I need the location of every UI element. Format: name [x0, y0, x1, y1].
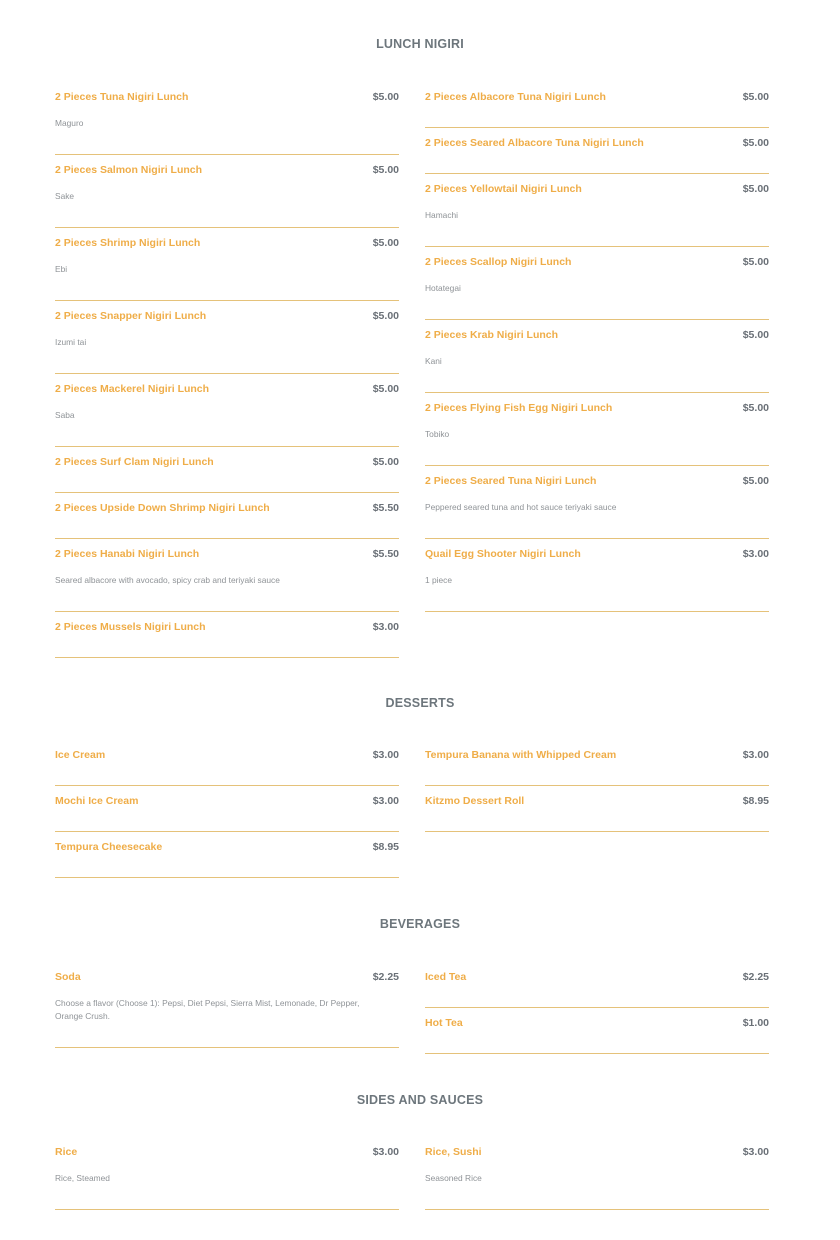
- item-name[interactable]: 2 Pieces Shrimp Nigiri Lunch: [55, 237, 201, 249]
- item-name[interactable]: 2 Pieces Upside Down Shrimp Nigiri Lunch: [55, 502, 270, 514]
- menu-item[interactable]: [425, 786, 769, 832]
- item-name[interactable]: Hot Tea: [425, 1017, 463, 1029]
- menu-item[interactable]: [425, 320, 769, 393]
- item-price: $2.25: [742, 971, 769, 983]
- item-price: $3.00: [742, 548, 769, 560]
- item-price: $3.00: [742, 1146, 769, 1158]
- section-title: LUNCH NIGIRI: [376, 37, 464, 51]
- item-name[interactable]: 2 Pieces Yellowtail Nigiri Lunch: [425, 183, 582, 195]
- item-name[interactable]: 2 Pieces Scallop Nigiri Lunch: [425, 256, 572, 268]
- item-name[interactable]: Quail Egg Shooter Nigiri Lunch: [425, 548, 581, 560]
- item-price: $5.00: [742, 475, 769, 487]
- menu-item[interactable]: [55, 832, 399, 878]
- left-column: [55, 1137, 399, 1210]
- item-name[interactable]: Ice Cream: [55, 749, 106, 761]
- item-name[interactable]: 2 Pieces Hanabi Nigiri Lunch: [55, 548, 200, 560]
- right-column: [425, 82, 769, 612]
- item-price: $1.00: [742, 1017, 769, 1029]
- item-price: $5.00: [742, 402, 769, 414]
- item-price: $5.00: [742, 91, 769, 103]
- item-description: Saba: [55, 410, 75, 420]
- item-name[interactable]: Mochi Ice Cream: [55, 795, 139, 807]
- item-price: $5.50: [372, 502, 399, 514]
- item-price: $8.95: [742, 795, 769, 807]
- menu-item[interactable]: [425, 466, 769, 539]
- item-name[interactable]: Tempura Cheesecake: [55, 841, 163, 853]
- item-description: Ebi: [55, 264, 68, 274]
- item-name[interactable]: 2 Pieces Salmon Nigiri Lunch: [55, 164, 203, 176]
- item-price: $5.50: [372, 548, 399, 560]
- item-price: $3.00: [372, 1146, 399, 1158]
- item-price: $5.00: [742, 329, 769, 341]
- item-price: $3.00: [742, 749, 769, 761]
- item-name[interactable]: Rice: [55, 1146, 78, 1158]
- menu-item[interactable]: [425, 1008, 769, 1054]
- item-name[interactable]: 2 Pieces Snapper Nigiri Lunch: [55, 310, 207, 322]
- item-price: $5.00: [372, 237, 399, 249]
- item-description: Izumi tai: [55, 337, 87, 347]
- left-column: [55, 82, 399, 658]
- menu-item[interactable]: [55, 539, 399, 612]
- right-column: [425, 740, 769, 832]
- section-sides-and-sauces: [0, 1092, 840, 1183]
- item-price: $5.00: [372, 91, 399, 103]
- item-price: $2.25: [372, 971, 399, 983]
- item-price: $5.00: [742, 256, 769, 268]
- item-description: Maguro: [55, 118, 84, 128]
- menu-item[interactable]: [425, 174, 769, 247]
- left-column: [55, 962, 399, 1048]
- item-description: Rice, Steamed: [55, 1173, 110, 1183]
- menu-item[interactable]: [425, 740, 769, 786]
- item-name[interactable]: Kitzmo Dessert Roll: [425, 795, 525, 807]
- section-desserts: [0, 695, 840, 853]
- item-description: Hotategai: [425, 283, 461, 293]
- item-price: $8.95: [372, 841, 399, 853]
- section-lunch-nigiri: [0, 36, 840, 633]
- item-description: Seared albacore with avocado, spicy crab and teriyaki sauce: [55, 575, 280, 585]
- menu-item[interactable]: [425, 1137, 769, 1210]
- menu-item[interactable]: [55, 612, 399, 658]
- menu-item[interactable]: [55, 374, 399, 447]
- item-price: $5.00: [372, 164, 399, 176]
- menu-item[interactable]: [425, 247, 769, 320]
- menu-item[interactable]: [55, 493, 399, 539]
- item-description: Choose a flavor (Choose 1): Pepsi, Diet Pepsi, Sierra Mist, Lemonade, Dr Pepper, Orange Crush.: [55, 998, 360, 1021]
- item-description: Tobiko: [425, 429, 450, 439]
- item-description: Peppered seared tuna and hot sauce teriyaki sauce: [425, 502, 617, 512]
- menu-item[interactable]: [55, 228, 399, 301]
- item-description: Hamachi: [425, 210, 459, 220]
- item-name[interactable]: Tempura Banana with Whipped Cream: [425, 749, 617, 761]
- left-column: [55, 740, 399, 878]
- item-name[interactable]: 2 Pieces Tuna Nigiri Lunch: [55, 91, 189, 103]
- item-description: Kani: [425, 356, 442, 366]
- item-name[interactable]: 2 Pieces Albacore Tuna Nigiri Lunch: [425, 91, 606, 103]
- section-beverages: [0, 916, 840, 1029]
- item-name[interactable]: 2 Pieces Mussels Nigiri Lunch: [55, 621, 206, 633]
- item-name[interactable]: Soda: [55, 971, 81, 983]
- menu-item[interactable]: [425, 539, 769, 612]
- item-name[interactable]: 2 Pieces Flying Fish Egg Nigiri Lunch: [425, 402, 613, 414]
- item-name[interactable]: 2 Pieces Mackerel Nigiri Lunch: [55, 383, 210, 395]
- item-price: $5.00: [372, 310, 399, 322]
- item-name[interactable]: 2 Pieces Krab Nigiri Lunch: [425, 329, 559, 341]
- item-price: $5.00: [742, 183, 769, 195]
- menu-item[interactable]: [55, 1137, 399, 1210]
- right-column: [425, 1137, 769, 1210]
- item-price: $3.00: [372, 795, 399, 807]
- menu-item[interactable]: [55, 786, 399, 832]
- menu-item[interactable]: [55, 740, 399, 786]
- item-price: $5.00: [372, 456, 399, 468]
- right-column: [425, 962, 769, 1054]
- menu-item[interactable]: [55, 447, 399, 493]
- section-title: SIDES AND SAUCES: [356, 1093, 484, 1107]
- menu-item[interactable]: [425, 962, 769, 1008]
- item-name[interactable]: 2 Pieces Seared Tuna Nigiri Lunch: [425, 475, 597, 487]
- item-description: Sake: [55, 191, 75, 201]
- item-name[interactable]: 2 Pieces Surf Clam Nigiri Lunch: [55, 456, 214, 468]
- item-description: 1 piece: [425, 575, 453, 585]
- menu-item[interactable]: [55, 301, 399, 374]
- section-title: DESSERTS: [385, 696, 455, 710]
- item-price: $5.00: [372, 383, 399, 395]
- item-name[interactable]: 2 Pieces Seared Albacore Tuna Nigiri Lunch: [425, 137, 644, 149]
- item-name[interactable]: Rice, Sushi: [425, 1146, 482, 1158]
- menu-item[interactable]: [55, 155, 399, 228]
- menu-item[interactable]: [55, 962, 399, 1048]
- item-price: $3.00: [372, 621, 399, 633]
- section-title: BEVERAGES: [379, 917, 461, 931]
- menu-item[interactable]: [425, 128, 769, 174]
- menu-item[interactable]: [425, 82, 769, 128]
- item-name[interactable]: Iced Tea: [425, 971, 467, 983]
- menu-item[interactable]: [55, 82, 399, 155]
- item-description: Seasoned Rice: [425, 1173, 482, 1183]
- item-price: $5.00: [742, 137, 769, 149]
- item-price: $3.00: [372, 749, 399, 761]
- menu-item[interactable]: [425, 393, 769, 466]
